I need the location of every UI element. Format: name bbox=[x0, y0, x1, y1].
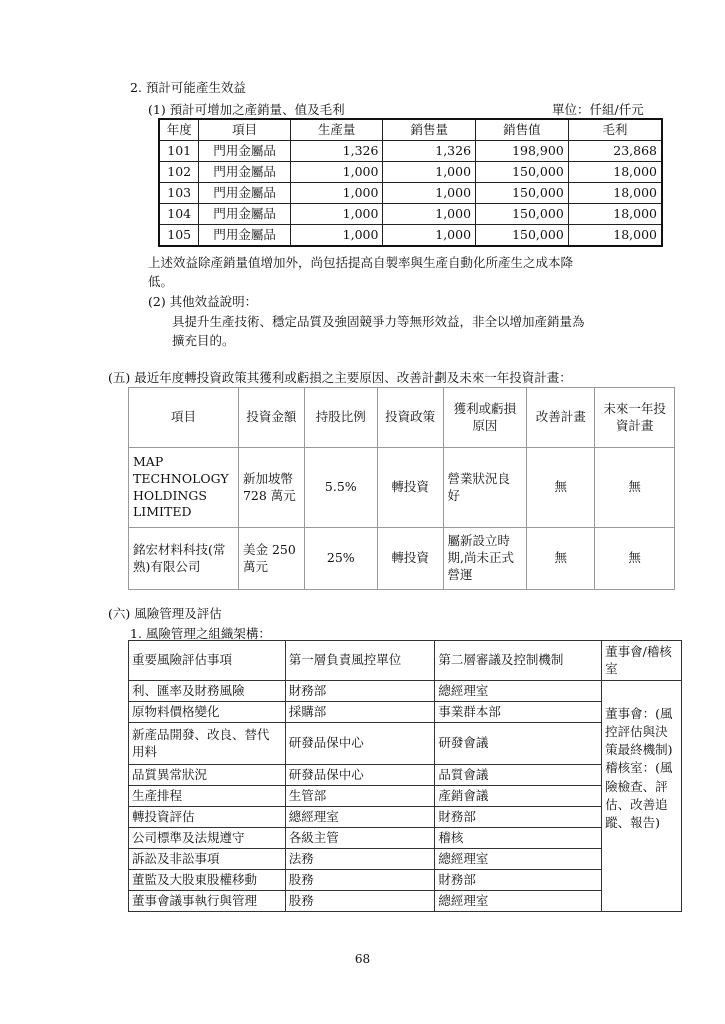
future-plan-cell: 無 bbox=[595, 448, 675, 528]
sales-value-cell: 198,900 bbox=[476, 141, 569, 162]
sub-heading-1: (1) 預計可增加之產銷量、值及毛利 bbox=[148, 102, 345, 117]
board-audit-cell: 董事會：(風控評估與決策最終機制)稽核室：(風險檢查、評估、改善追蹤、報告) bbox=[602, 681, 682, 912]
improvement-cell: 無 bbox=[527, 448, 595, 528]
first-layer-cell: 研發品保中心 bbox=[285, 765, 435, 786]
sub-heading-2: (2) 其他效益說明： bbox=[148, 294, 258, 309]
investee-name-cell: 銘宏材料科技(常熟)有限公司 bbox=[129, 528, 239, 590]
unit-label: 單位：仟組/仟元 bbox=[552, 102, 644, 117]
header-cell: 未來一年投資計畫 bbox=[595, 388, 675, 448]
table-row bbox=[129, 786, 682, 807]
production-cell: 1,000 bbox=[290, 225, 383, 247]
table-row bbox=[129, 723, 682, 765]
benefit-note-line-2: 低。 bbox=[148, 274, 174, 289]
second-layer-cell: 財務部 bbox=[435, 807, 602, 828]
policy-cell: 轉投資 bbox=[377, 448, 443, 528]
table-row bbox=[129, 849, 682, 870]
second-layer-cell: 財務部 bbox=[435, 870, 602, 891]
risk-item-cell: 公司標準及法規遵守 bbox=[129, 828, 286, 849]
header-cell: 項目 bbox=[199, 119, 290, 141]
reason-cell: 營業狀況良好 bbox=[443, 448, 527, 528]
sales-value-cell: 150,000 bbox=[476, 204, 569, 225]
policy-cell: 轉投資 bbox=[377, 528, 443, 590]
second-layer-cell: 總經理室 bbox=[435, 681, 602, 702]
shareholding-cell: 5.5% bbox=[304, 448, 377, 528]
table-row bbox=[129, 828, 682, 849]
risk-item-cell: 董事會議事執行與管理 bbox=[129, 891, 286, 912]
item-cell: 門用金屬品 bbox=[199, 162, 290, 183]
header-cell: 銷售值 bbox=[476, 119, 569, 141]
risk-item-cell: 訴訟及非訟事項 bbox=[129, 849, 286, 870]
header-cell: 改善計畫 bbox=[527, 388, 595, 448]
header-cell: 年度 bbox=[159, 119, 199, 141]
header-cell: 投資金額 bbox=[238, 388, 304, 448]
section-5-heading: (五) 最近年度轉投資政策其獲利或虧損之主要原因、改善計劃及未來一年投資計畫： bbox=[108, 370, 572, 385]
gross-profit-cell: 18,000 bbox=[568, 162, 662, 183]
year-cell: 102 bbox=[159, 162, 199, 183]
other-benefit-line-1: 具提升生產技術、穩定品質及強固競爭力等無形效益，非全以增加產銷量為 bbox=[172, 314, 585, 329]
production-cell: 1,000 bbox=[290, 162, 383, 183]
table-row bbox=[129, 702, 682, 723]
reason-cell: 屬新設立時期,尚未正式營運 bbox=[443, 528, 527, 590]
risk-item-cell: 原物料價格變化 bbox=[129, 702, 286, 723]
header-cell: 生產量 bbox=[290, 119, 383, 141]
header-cell: 第二層審議及控制機制 bbox=[435, 641, 602, 681]
gross-profit-cell: 23,868 bbox=[568, 141, 662, 162]
header-cell: 第一層負責風控單位 bbox=[285, 641, 435, 681]
header-cell: 項目 bbox=[129, 388, 239, 448]
header-cell: 獲利或虧損原因 bbox=[443, 388, 527, 448]
shareholding-cell: 25% bbox=[304, 528, 377, 590]
second-layer-cell: 產銷會議 bbox=[435, 786, 602, 807]
production-cell: 1,000 bbox=[290, 204, 383, 225]
year-cell: 104 bbox=[159, 204, 199, 225]
investee-name-cell: MAP TECHNOLOGY HOLDINGS LIMITED bbox=[129, 448, 239, 528]
section-6-heading: (六) 風險管理及評估 bbox=[108, 606, 222, 621]
first-layer-cell: 各級主管 bbox=[285, 828, 435, 849]
item-cell: 門用金屬品 bbox=[199, 183, 290, 204]
table-row bbox=[159, 141, 662, 162]
risk-item-cell: 新產品開發、改良、替代用料 bbox=[129, 723, 286, 765]
investment-amount-cell: 新加坡幣 728 萬元 bbox=[238, 448, 304, 528]
first-layer-cell: 股務 bbox=[285, 891, 435, 912]
header-cell: 投資政策 bbox=[377, 388, 443, 448]
improvement-cell: 無 bbox=[527, 528, 595, 590]
sales-qty-cell: 1,000 bbox=[383, 204, 476, 225]
other-benefit-line-2: 擴充目的。 bbox=[172, 333, 235, 348]
header-cell: 毛利 bbox=[568, 119, 662, 141]
production-sales-table bbox=[158, 118, 663, 247]
first-layer-cell: 採購部 bbox=[285, 702, 435, 723]
year-cell: 105 bbox=[159, 225, 199, 247]
sales-value-cell: 150,000 bbox=[476, 225, 569, 247]
table-row bbox=[129, 681, 682, 702]
table-header-row bbox=[129, 641, 682, 681]
first-layer-cell: 生管部 bbox=[285, 786, 435, 807]
sales-qty-cell: 1,000 bbox=[383, 225, 476, 247]
table-row bbox=[129, 765, 682, 786]
page-number: 68 bbox=[354, 952, 371, 966]
item-cell: 門用金屬品 bbox=[199, 225, 290, 247]
gross-profit-cell: 18,000 bbox=[568, 225, 662, 247]
gross-profit-cell: 18,000 bbox=[568, 183, 662, 204]
sales-qty-cell: 1,326 bbox=[383, 141, 476, 162]
table-row bbox=[129, 448, 675, 528]
risk-item-cell: 品質異常狀況 bbox=[129, 765, 286, 786]
table-row bbox=[129, 807, 682, 828]
second-layer-cell: 事業群本部 bbox=[435, 702, 602, 723]
second-layer-cell: 總經理室 bbox=[435, 891, 602, 912]
year-cell: 101 bbox=[159, 141, 199, 162]
section-2-heading: 2. 預計可能產生效益 bbox=[130, 80, 246, 95]
risk-item-cell: 轉投資評估 bbox=[129, 807, 286, 828]
first-layer-cell: 股務 bbox=[285, 870, 435, 891]
year-cell: 103 bbox=[159, 183, 199, 204]
sales-value-cell: 150,000 bbox=[476, 183, 569, 204]
production-cell: 1,000 bbox=[290, 183, 383, 204]
risk-item-cell: 利、匯率及財務風險 bbox=[129, 681, 286, 702]
first-layer-cell: 研發品保中心 bbox=[285, 723, 435, 765]
item-cell: 門用金屬品 bbox=[199, 141, 290, 162]
table-row bbox=[159, 183, 662, 204]
header-cell: 重要風險評估事項 bbox=[129, 641, 286, 681]
sales-value-cell: 150,000 bbox=[476, 162, 569, 183]
second-layer-cell: 總經理室 bbox=[435, 849, 602, 870]
header-cell: 董事會/稽核室 bbox=[602, 641, 682, 681]
production-cell: 1,326 bbox=[290, 141, 383, 162]
table-row bbox=[129, 891, 682, 912]
investment-table bbox=[128, 387, 675, 590]
second-layer-cell: 品質會議 bbox=[435, 765, 602, 786]
second-layer-cell: 稽核 bbox=[435, 828, 602, 849]
item-cell: 門用金屬品 bbox=[199, 204, 290, 225]
header-cell: 銷售量 bbox=[383, 119, 476, 141]
first-layer-cell: 法務 bbox=[285, 849, 435, 870]
header-cell: 持股比例 bbox=[304, 388, 377, 448]
risk-item-cell: 董監及大股東股權移動 bbox=[129, 870, 286, 891]
table-row bbox=[129, 870, 682, 891]
table-header-row bbox=[129, 388, 675, 448]
risk-item-cell: 生產排程 bbox=[129, 786, 286, 807]
second-layer-cell: 研發會議 bbox=[435, 723, 602, 765]
first-layer-cell: 財務部 bbox=[285, 681, 435, 702]
table-row bbox=[159, 162, 662, 183]
sales-qty-cell: 1,000 bbox=[383, 183, 476, 204]
org-structure-heading: 1. 風險管理之組織架構： bbox=[130, 626, 271, 641]
risk-management-table bbox=[128, 640, 682, 912]
future-plan-cell: 無 bbox=[595, 528, 675, 590]
table-row bbox=[159, 225, 662, 247]
table-row bbox=[129, 528, 675, 590]
investment-amount-cell: 美金 250 萬元 bbox=[238, 528, 304, 590]
table-header-row bbox=[159, 119, 662, 141]
gross-profit-cell: 18,000 bbox=[568, 204, 662, 225]
table-row bbox=[159, 204, 662, 225]
first-layer-cell: 總經理室 bbox=[285, 807, 435, 828]
benefit-note-line-1: 上述效益除產銷量值增加外，尚包括提高自製率與生產自動化所產生之成本降 bbox=[148, 255, 574, 270]
sales-qty-cell: 1,000 bbox=[383, 162, 476, 183]
